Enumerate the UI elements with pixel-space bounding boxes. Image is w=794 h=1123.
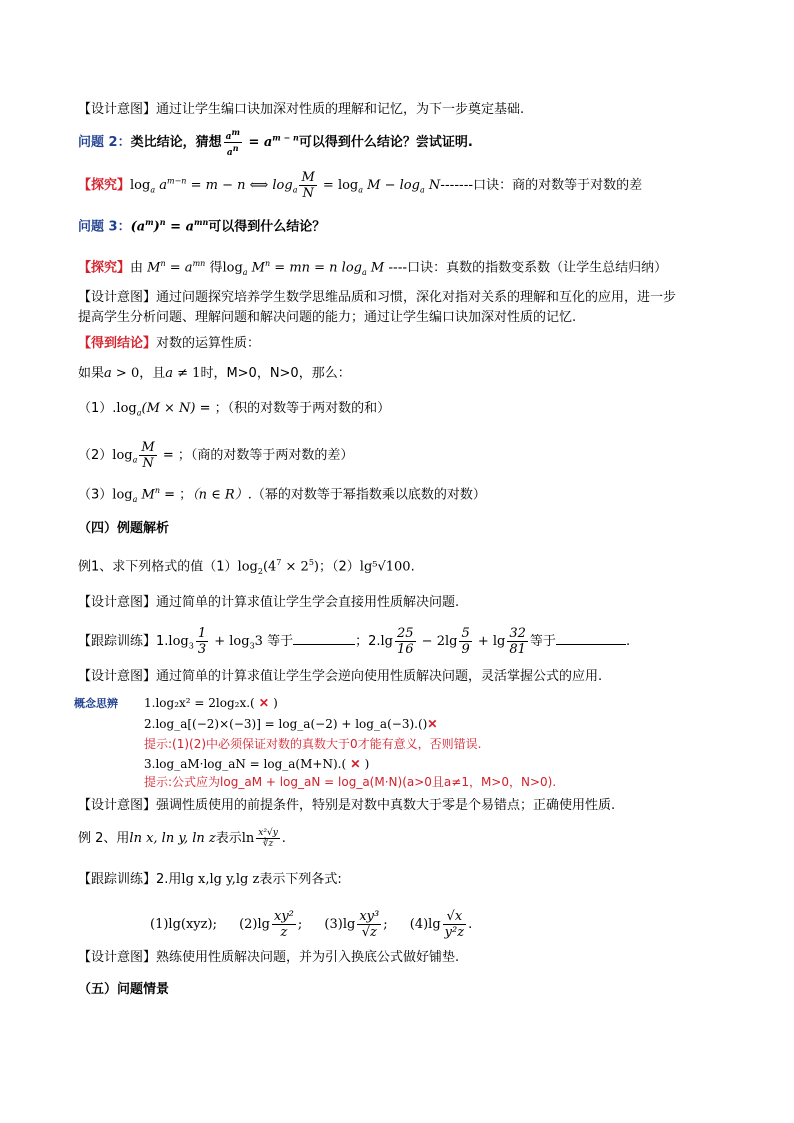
- property-2: $(2)\log_a$ $\frac{M}{N}$ = ；（商的对数等于两对数的差）: [78, 440, 354, 471]
- fraction: $\frac{M}{N}$: [141, 440, 155, 471]
- design-intent-6: 【设计意图】熟练使用性质解决问题，并为引入换底公式做好铺垫.: [78, 950, 460, 965]
- section-5-heading: （五）问题情景: [78, 982, 170, 997]
- property-1: $(1).\log_a(M \times N)$ = ；（积的对数等于两对数的和）: [78, 401, 391, 418]
- fraction: $\frac{\text{x²√y}}{∛z}$: [258, 828, 278, 849]
- wrong-mark-icon: ✕: [427, 717, 438, 731]
- concept-label: 概念思辨: [74, 697, 118, 710]
- section-4-heading: （四）例题解析: [78, 521, 170, 536]
- tracking-1: 【跟踪训练】$1.\log_3$ $\frac{1}{3}$ + $\log_33$ 等于 ；2.lg $\frac{25}{16}$ − 2lg $\frac{5}{9}$ + lg $\frac{32}{81}$ 等于 .: [78, 626, 631, 657]
- question-3: 问题 3：$(a^m)^n = a^{mn}$可以得到什么结论？: [78, 217, 326, 235]
- fraction: $\frac{a^m}{a^n}$: [225, 127, 240, 158]
- answer-blank[interactable]: [556, 632, 626, 645]
- concept-item-1: 1.log₂x² = 2log₂x.( ✕ ): [144, 696, 278, 710]
- design-intent-2-cont: 提高学生分析问题、理解问题和解决问题的能力；通过让学生编口诀加深对性质的记忆.: [78, 310, 577, 325]
- wrong-mark-icon: ✕: [346, 757, 365, 771]
- condition-line: 如果a > 0，且a ≠ 1时，M>0，N>0，那么：: [78, 366, 351, 381]
- question-2: 问题 2：类比结论，猜想 $\frac{a^m}{a^n}$ = $a^{m - n}$可以得到什么结论？尝试证明.: [78, 127, 473, 158]
- design-intent-2: 【设计意图】通过问题探究培养学生数学思维品质和习惯，深化对指对关系的理解和互化的应用，进一步: [78, 290, 677, 305]
- explore-2: 【探究】由 $M^n = a^{mn}$ 得$\log_a M^n$ = mn = n $\log_a M$ ----口诀：真数的指数变系数（让学生总结归纳）: [78, 259, 668, 277]
- hint-2: 提示:公式应为log_aM + log_aN = log_a(M·N)(a>0且a≠1，M>0，N>0).: [144, 775, 557, 789]
- fraction: $\frac{\text{xy³}}{√z}$: [359, 909, 380, 940]
- concept-item-3: 3.log_aM·log_aN = log_a(M+N).( ✕ ): [144, 757, 370, 771]
- wrong-mark-icon: ✕: [254, 696, 274, 710]
- concept-item-2: 2.log_a[(−2)×(−3)] = log_a(−2) + log_a(−3).()✕: [144, 717, 438, 731]
- example-2: 例 2、用ln x, ln y, ln z表示ln $\frac{\text{x²√y}}{∛z}$ .: [78, 828, 286, 849]
- fraction: $\frac{M}{N}$: [301, 170, 315, 201]
- hint-1: 提示:(1)(2)中必须保证对数的真数大于0才能有意义，否则错误.: [144, 737, 482, 751]
- explore-1: 【探究】$\log_a a^{m-n} = m - n$ ⟺ $\log_a$ $\frac{M}{N}$ = $\log_a M - \log_a N-------$口诀：商的对数等于对数的差: [78, 170, 643, 201]
- tracking-2: 【跟踪训练】2.用lg x,lg y,lg z表示下列各式:: [78, 872, 342, 887]
- property-3: $(3)\log_a$ $M^n$ = ；（n ∈ R）.（幂的对数等于幂指数乘以底数的对数）: [78, 486, 486, 504]
- fraction: $\frac{1}{3}$: [197, 626, 207, 657]
- fraction: $\frac{25}{16}$: [396, 626, 414, 657]
- design-intent-3: 【设计意图】通过简单的计算求值让学生学会直接用性质解决问题.: [78, 595, 460, 610]
- tracking-2-items: (1)lg(xyz); (2)lg $\frac{\text{xy²}}{z}$ ; (3)lg $\frac{\text{xy³}}{√z}$ ; (4)lg $\frac{√x}{\text{y²z}}$ .: [150, 909, 473, 940]
- conclusion: 【得到结论】对数的运算性质：: [78, 336, 261, 351]
- fraction: $\frac{32}{81}$: [509, 626, 526, 657]
- fraction: $\frac{√x}{\text{y²z}}$: [444, 909, 465, 940]
- design-intent-4: 【设计意图】通过简单的计算求值让学生学会逆向使用性质解决问题，灵活掌握公式的应用.: [78, 669, 603, 684]
- fraction: $\frac{5}{9}$: [461, 626, 470, 657]
- example-1: 例1、求下列格式的值$(1)\log_2(4^7 \times 2^5)$；（2）lg⁵√100.: [78, 558, 415, 576]
- design-intent-1: 【设计意图】通过让学生编口诀加深对性质的理解和记忆，为下一步奠定基础.: [78, 102, 525, 117]
- answer-blank[interactable]: [293, 632, 355, 645]
- design-intent-5: 【设计意图】强调性质使用的前提条件，特别是对数中真数大于零是个易错点；正确使用性质.: [78, 798, 616, 813]
- fraction: $\frac{\text{xy²}}{z}$: [274, 909, 294, 940]
